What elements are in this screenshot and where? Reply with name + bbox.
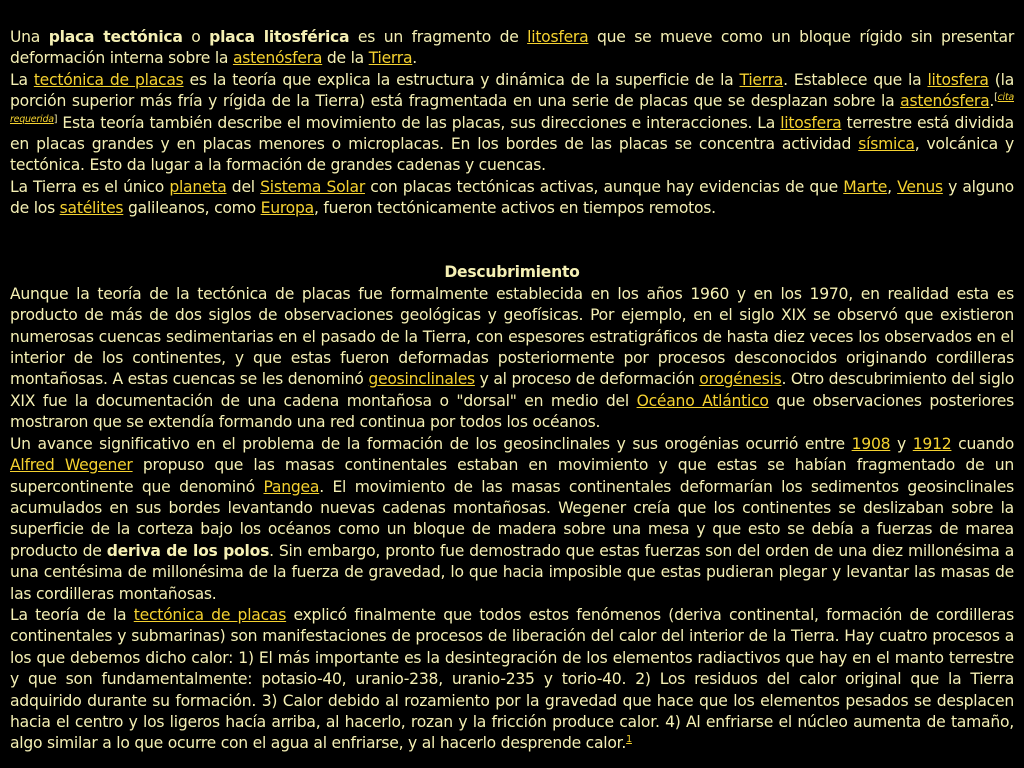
link-sismica[interactable]: sísmica bbox=[858, 135, 915, 154]
text: es un fragmento de bbox=[349, 28, 528, 46]
intro-paragraph-3 bbox=[10, 177, 1014, 220]
text: explicó finalmente que todos estos fenómenos (deriva continental, formación de cordilleras continentales y submarinas) son manifestaciones de procesos de liberación del calor del interior de la Tierra. Hay cuatro procesos a los que debemos dicho calor: 1) El más importante es la desintegración de los elementos radiactivos que hay en el manto terrestre y que son fundamentalmente: potasio-40, uranio-238, uranio-235 y torio-40. 2) Los residuos del calor original que la Tierra adquirido durante su formación. 3) Calor debido al rozamiento por la gravedad que hace que los elementos pesados se desplacen hacia el centro y los ligeros hacía arriba, al hacerlo, rozan y la fricción produce calor. 4) Al enfriarse el núcleo aumenta de tamaño, algo similar a lo que ocurre con el agua al enfriarse, y al hacerlo desprende calor. bbox=[10, 605, 1014, 753]
link-litosfera[interactable]: litosfera bbox=[780, 113, 842, 132]
link-1912[interactable]: 1912 bbox=[912, 434, 952, 453]
bold-term-placa-tectonica: placa tectónica bbox=[48, 28, 183, 46]
section-paragraph-1 bbox=[10, 284, 1014, 434]
text: La bbox=[10, 70, 34, 89]
text: . Establece que la bbox=[783, 70, 928, 89]
link-tierra[interactable]: Tierra bbox=[368, 49, 413, 68]
bold-term-deriva-de-los-polos: deriva de los polos bbox=[106, 541, 270, 560]
text: . El movimiento de las masas continentales deformarían los sedimentos geosinclinales acumulados en sus bordes levantando nuevas cadenas montañosas. Wegener creía que los continentes se deslizaban sobre la superficie de la corteza bajo los océanos como un bloque de madera sobre una mesa y que esto se debía a fuerzas de marea producto de bbox=[10, 477, 1014, 560]
text: cuando bbox=[951, 434, 1015, 453]
citation-bracket: [ bbox=[994, 92, 998, 104]
citation-bracket: ] bbox=[53, 113, 58, 125]
link-geosinclinales[interactable]: geosinclinales bbox=[368, 370, 475, 389]
link-tectonica-de-placas[interactable]: tectónica de placas bbox=[33, 70, 184, 89]
link-astenosfera[interactable]: astenósfera bbox=[900, 92, 990, 111]
text: , volcánica y tectónica. Esto da lugar a la formación de grandes cadenas y cuencas. bbox=[10, 135, 1014, 175]
text: galileanos, como bbox=[123, 199, 261, 218]
text: . bbox=[989, 92, 995, 111]
link-marte[interactable]: Marte bbox=[843, 177, 888, 196]
link-footnote-1[interactable]: 1 bbox=[626, 734, 632, 746]
text: es la teoría que explica la estructura y dinámica de la superficie de la bbox=[183, 70, 740, 89]
text: que observaciones posteriores mostraron que se extendía formando una red continua por todos los océanos. bbox=[10, 391, 1015, 432]
text: terrestre está dividida en placas grandes y en placas menores o microplacas. En los bordes de las placas se concentra actividad bbox=[10, 113, 1014, 154]
text: . Otro descubrimiento del siglo XIX fue la documentación de una cadena montañosa o "dorsal" en medio del bbox=[10, 370, 1014, 410]
intro-paragraph-1 bbox=[10, 27, 1014, 70]
section-spacer bbox=[10, 220, 1014, 263]
intro-paragraph-2 bbox=[10, 70, 1014, 177]
text: de la bbox=[322, 49, 369, 68]
text: que se mueve como un bloque rígido sin presentar deformación interna sobre la bbox=[10, 28, 1014, 68]
text: y al proceso de deformación bbox=[474, 370, 700, 389]
link-cita-requerida[interactable]: cita requerida bbox=[10, 92, 1014, 125]
text: Un avance significativo en el problema de la formación de los geosinclinales y sus orogénias ocurrió entre bbox=[10, 434, 852, 453]
text: Esta teoría también describe el movimiento de las placas, sus direcciones e interacciones. La bbox=[57, 113, 781, 132]
text: o bbox=[182, 28, 210, 46]
text: La Tierra es el único bbox=[10, 177, 170, 196]
link-planeta[interactable]: planeta bbox=[169, 177, 227, 196]
link-europa[interactable]: Europa bbox=[260, 199, 314, 218]
section-heading: Descubrimiento bbox=[444, 263, 580, 282]
footnote-reference bbox=[626, 734, 632, 745]
link-satelites[interactable]: satélites bbox=[59, 199, 124, 218]
link-pangea[interactable]: Pangea bbox=[263, 477, 320, 496]
link-oceano-atlantico[interactable]: Océano Atlántico bbox=[636, 391, 769, 410]
text: y alguno de los bbox=[10, 177, 1014, 218]
text: La teoría de la bbox=[10, 605, 134, 624]
article-content bbox=[10, 27, 1014, 755]
link-litosfera[interactable]: litosfera bbox=[927, 70, 989, 89]
text: con placas tectónicas activas, aunque hay evidencias de que bbox=[364, 177, 844, 196]
link-astenosfera[interactable]: astenósfera bbox=[232, 49, 323, 68]
section-paragraph-2 bbox=[10, 434, 1014, 605]
text: . Sin embargo, pronto fue demostrado que estas fuerzas son del orden de una diez millonésima a una centésima de millonésima de la fuerza de gravedad, lo que hacia imposible que estas pudieran plegar y levantar las masas de las cordilleras montañosas. bbox=[10, 541, 1014, 603]
text: , fueron tectónicamente activos en tiempos remotos. bbox=[313, 199, 716, 218]
text: del bbox=[226, 177, 261, 196]
text: Aunque la teoría de la tectónica de placas fue formalmente establecida en los años 1960 y en los 1970, en realidad esta es producto de más de dos siglos de observaciones geológicas y geofísicas. Por ejemplo, en el siglo XIX se observó que existieron numerosas cuencas sedimentarias en el pasado de la Tierra, con espesores estratigráficos de hasta diez veces los observados en el interior de los continentes, y que estas fueron deformadas posteriormente por procesos desconocidos originando cordilleras montañosas. A estas cuencas se les denominó bbox=[10, 284, 1014, 389]
text: . bbox=[412, 49, 417, 68]
bold-term-placa-litosferica: placa litosférica bbox=[209, 28, 350, 46]
link-tectonica-de-placas[interactable]: tectónica de placas bbox=[133, 605, 287, 624]
link-tierra[interactable]: Tierra bbox=[739, 70, 784, 89]
text: Una bbox=[10, 28, 49, 46]
link-orogenesis[interactable]: orogénesis bbox=[699, 370, 782, 389]
text: propuso que las masas continentales estaban en movimiento y que estas se habían fragmentado de un supercontinente que denominó bbox=[10, 456, 1014, 496]
link-alfred-wegener[interactable]: Alfred Wegener bbox=[10, 456, 133, 475]
text: (la porción superior más fría y rígida de la Tierra) está fragmentada en una serie de placas que se desplazan sobre la bbox=[10, 70, 1015, 111]
text: y bbox=[890, 434, 913, 453]
section-paragraph-3 bbox=[10, 605, 1014, 755]
link-venus[interactable]: Venus bbox=[897, 177, 943, 196]
text: , bbox=[887, 177, 898, 196]
link-1908[interactable]: 1908 bbox=[851, 434, 891, 453]
link-litosfera[interactable]: litosfera bbox=[527, 28, 589, 46]
link-sistema-solar[interactable]: Sistema Solar bbox=[260, 177, 365, 196]
